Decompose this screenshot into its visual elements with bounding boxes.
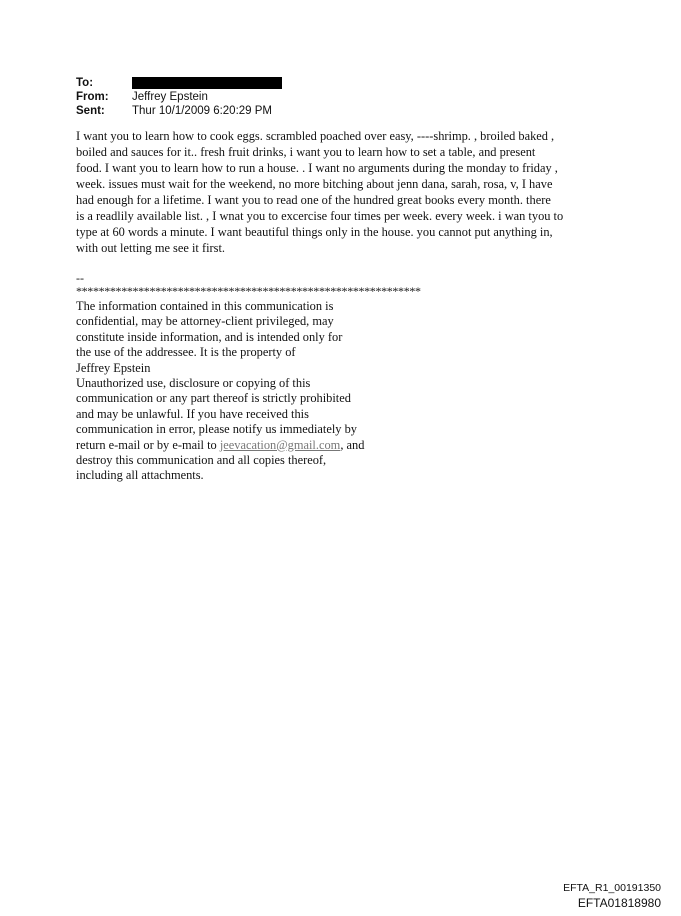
disclaimer-line: and may be unlawful. If you have received this <box>76 406 309 421</box>
disclaimer-line: communication in error, please notify us immediately by <box>76 422 357 437</box>
disclaimer-line: Unauthorized use, disclosure or copying of this <box>76 376 311 391</box>
disclaimer-line: The information contained in this communication is <box>76 299 334 313</box>
disclaimer-text: , and <box>340 437 365 452</box>
disclaimer-text: return e-mail or by e-mail to <box>76 437 220 452</box>
sent-value: Thur 10/1/2009 6:20:29 PM <box>132 105 273 117</box>
sent-row <box>76 104 282 118</box>
asterisk-separator: ************************************************************* <box>76 284 421 298</box>
disclaimer-line: Jeffrey Epstein <box>76 360 151 375</box>
disclaimer-line-with-email <box>76 438 396 453</box>
email-body: I want you to learn how to cook eggs. scrambled poached over easy, ----shrimp. , broiled baked , boiled and sauces for it.. fresh fruit drinks, i want you to learn how to set a table, and present food. I want you to learn how to run a house. . I want no arguments during the monday to friday , week. issues must wait for the weekend, no more bitching about jenn dana, sarah, rosa, v, I have had enough for a lifetime. I want you to read one of the hundred great books every month. there is a readlily available list. , I wnat you to excercise four times per week. every week. i wan tyou to type at 60 words a minute. I want beautiful things only in the house. you cannot put anything in, with out letting me see it first. <box>76 129 564 255</box>
redaction-box <box>132 77 282 89</box>
confidentiality-disclaimer <box>76 299 396 484</box>
to-row <box>76 76 282 90</box>
disclaimer-line: destroy this communication and all copies thereof, <box>76 453 327 468</box>
disclaimer-line: including all attachments. <box>76 468 204 483</box>
sent-label: Sent: <box>76 105 105 117</box>
to-label: To: <box>76 77 94 89</box>
from-value: Jeffrey Epstein <box>132 91 208 103</box>
email-header <box>76 76 282 118</box>
bates-number-2: EFTA01818980 <box>577 896 661 910</box>
email-link[interactable]: jeevacation@gmail.com <box>219 437 341 452</box>
from-label: From: <box>76 91 109 103</box>
disclaimer-line: constitute inside information, and is intended only for <box>76 329 343 344</box>
signature-dashes: -- <box>76 271 84 285</box>
bates-number-1: EFTA_R1_00191350 <box>563 882 661 894</box>
disclaimer-line: confidential, may be attorney-client privileged, may <box>76 314 334 329</box>
disclaimer-line: communication or any part thereof is strictly prohibited <box>76 391 351 406</box>
disclaimer-line: the use of the addressee. It is the property of <box>76 345 296 360</box>
from-row <box>76 90 282 104</box>
